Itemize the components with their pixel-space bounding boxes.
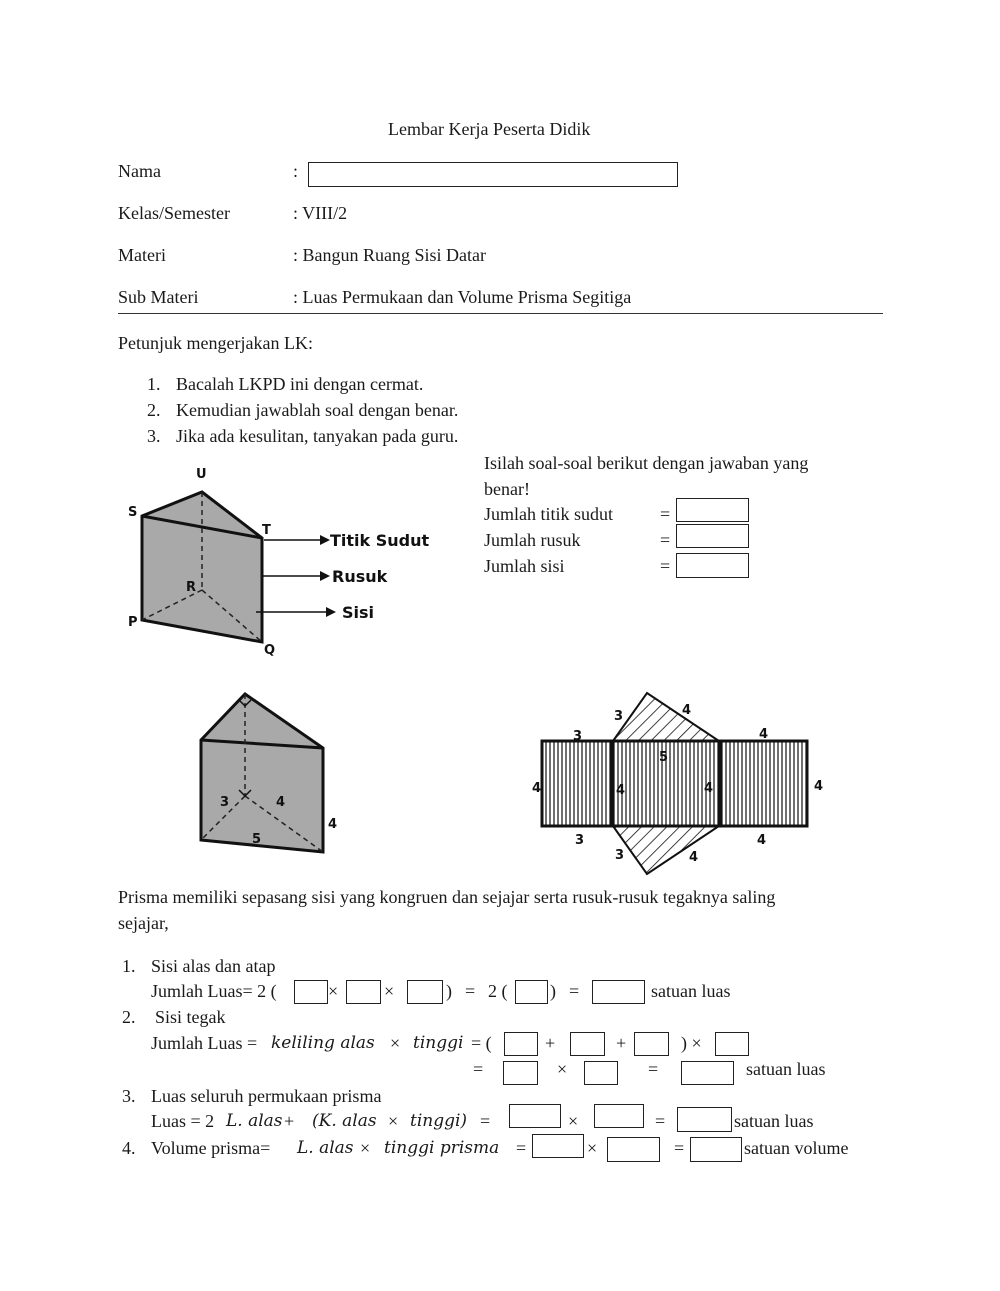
s2-box-1[interactable] [504,1032,538,1056]
s1-box-1[interactable] [294,980,328,1004]
s2-box-3[interactable] [634,1032,669,1056]
s2-box-2[interactable] [570,1032,605,1056]
s3-k-alas: (K. alas [312,1111,377,1131]
net-label-left: 4 [532,781,542,796]
s4-times: × [587,1138,598,1158]
s1-two-open: 2 ( [488,981,508,1001]
prism-net-diagram [525,688,835,878]
net-label-bottom-right: 4 [757,833,767,848]
net-label-tri-bottom-left: 3 [615,848,625,863]
s1-close-paren: ) [446,981,452,1001]
step-3-title: Luas seluruh permukaan prisma [151,1086,382,1106]
petunjuk-item-3: Jika ada kesulitan, tanyakan pada guru. [176,426,459,446]
s3-unit: satuan luas [734,1111,814,1131]
s3-l-alas: L. alas [226,1111,283,1131]
vertex-q: Q [264,643,276,658]
step-3-num: 3. [122,1086,136,1106]
soal-label-rusuk: Jumlah rusuk [484,530,581,550]
arrowhead-titik-sudut [320,535,330,545]
net-label-tri-top-left: 3 [614,709,624,724]
s1-box-4[interactable] [515,980,548,1004]
s3-times: × [568,1111,579,1131]
net-label-bottom-left: 3 [575,833,585,848]
s3-box-2[interactable] [594,1104,644,1128]
net-label-top-left: 3 [573,729,583,744]
soal-intro-1: Isilah soal-soal berikut dengan jawaban yang [484,453,809,473]
step-1-title: Sisi alas dan atap [151,956,276,976]
net-left-face [542,741,612,826]
s4-times-inline: × [360,1138,371,1158]
s2-close-times: ) × [681,1033,702,1053]
s2-eq-3: = [648,1059,659,1079]
s4-l-alas: L. alas [297,1138,354,1158]
s2-plus-2: + [616,1033,627,1053]
s2-times-inline: × [390,1033,401,1053]
net-label-tri-top-right: 4 [682,703,692,718]
arrowhead-rusuk [320,571,330,581]
s2-unit: satuan luas [746,1059,826,1079]
s2-box-6[interactable] [584,1061,618,1085]
s1-box-2[interactable] [346,980,381,1004]
s2-eq-open: = ( [471,1033,492,1053]
s3-tinggi: tinggi) [410,1111,468,1131]
petunjuk-item-2: Kemudian jawablah soal dengan benar. [176,400,459,420]
s1-eq-1: = [465,981,476,1001]
s4-tinggi-prisma: tinggi prisma [384,1138,500,1158]
s2-keliling-alas: keliling alas [271,1033,375,1053]
answer-sisi[interactable] [676,553,749,578]
s4-unit: satuan volume [744,1138,849,1158]
answer-rusuk[interactable] [676,524,749,548]
materi-value: : Bangun Ruang Sisi Datar [293,245,486,265]
dim-label-h: 4 [328,817,338,832]
net-label-top-right: 4 [759,727,769,742]
nama-input[interactable] [308,162,678,187]
step-1-num: 1. [122,956,136,976]
s3-times-inline: × [388,1111,399,1131]
soal-label-titik-sudut: Jumlah titik sudut [484,504,614,524]
label-titik-sudut: Titik Sudut [330,531,430,550]
net-right-face [720,741,807,826]
soal-label-sisi: Jumlah sisi [484,556,565,576]
s4-box-2[interactable] [607,1137,660,1162]
s2-box-4[interactable] [715,1032,749,1056]
s1-box-result[interactable] [592,980,645,1004]
soal-eq-3: = [660,556,671,576]
step-1-prefix: Jumlah Luas= 2 ( [151,981,277,1001]
vertex-r: R [186,580,197,595]
s1-eq-2: = [569,981,580,1001]
s1-unit: satuan luas [651,981,731,1001]
label-sisi: Sisi [342,603,375,622]
submateri-label: Sub Materi [118,287,199,307]
kelas-value: : VIII/2 [293,203,348,223]
s1-box-3[interactable] [407,980,443,1004]
s4-eq: = [516,1138,527,1158]
vertex-s: S [128,505,138,520]
s1-times-2: × [384,981,395,1001]
s2-tinggi: tinggi [413,1033,464,1053]
s2-box-result[interactable] [681,1061,734,1085]
nama-colon: : [293,161,299,181]
s1-close-paren-2: ) [550,981,556,1001]
step-3-prefix: Luas = 2 [151,1111,215,1131]
soal-intro-2: benar! [484,479,530,499]
vertex-u: U [196,467,207,482]
s3-eq-2: = [655,1111,666,1131]
dim-label-c: 5 [252,832,262,847]
description-line-2: sejajar, [118,913,169,933]
vertex-p: P [128,615,138,630]
answer-titik-sudut[interactable] [676,498,749,522]
net-label-mid-left: 4 [616,783,626,798]
kelas-label: Kelas/Semester [118,203,230,223]
net-label-mid-right: 4 [704,781,714,796]
net-label-right: 4 [814,779,824,794]
vertex-t: T [262,523,271,538]
step-4-num: 4. [122,1138,136,1158]
dim-prism-body [201,694,323,852]
s3-box-result[interactable] [677,1107,732,1132]
petunjuk-heading: Petunjuk mengerjakan LK: [118,333,313,353]
s3-box-1[interactable] [509,1104,561,1128]
s3-plus: + [284,1111,295,1131]
s2-box-5[interactable] [503,1061,538,1085]
nama-label: Nama [118,161,161,181]
soal-eq-2: = [660,530,671,550]
s2-eq-2: = [473,1059,484,1079]
s4-eq-2: = [674,1138,685,1158]
materi-label: Materi [118,245,166,265]
submateri-value: : Luas Permukaan dan Volume Prisma Segitiga [293,287,632,307]
step-2-prefix: Jumlah Luas = [151,1033,258,1053]
petunjuk-num-3: 3. [147,426,161,446]
s4-box-1[interactable] [532,1134,584,1158]
net-top-triangle [613,693,719,741]
soal-eq-1: = [660,504,671,524]
step-4-prefix: Volume prisma= [151,1138,271,1158]
dimension-prism-diagram [190,688,350,858]
labeled-prism-diagram [120,458,450,663]
step-2-title: Sisi tegak [155,1007,226,1027]
s4-box-result[interactable] [690,1137,742,1162]
header-divider [118,313,883,314]
dim-label-b: 4 [276,795,286,810]
net-bottom-triangle [613,826,719,874]
s2-times-2: × [557,1059,568,1079]
page-title: Lembar Kerja Peserta Didik [388,119,591,139]
s1-times-1: × [328,981,339,1001]
label-rusuk: Rusuk [332,567,388,586]
net-label-tri-bottom-right: 4 [689,850,699,865]
s3-eq: = [480,1111,491,1131]
petunjuk-num-2: 2. [147,400,161,420]
description-line-1: Prisma memiliki sepasang sisi yang kongruen dan sejajar serta rusuk-rusuk tegaknya saling [118,887,776,907]
petunjuk-item-1: Bacalah LKPD ini dengan cermat. [176,374,424,394]
s2-plus-1: + [545,1033,556,1053]
net-label-center-top: 5 [659,750,669,765]
arrowhead-sisi [326,607,336,617]
dim-label-a: 3 [220,795,230,810]
step-2-num: 2. [122,1007,136,1027]
petunjuk-num-1: 1. [147,374,161,394]
